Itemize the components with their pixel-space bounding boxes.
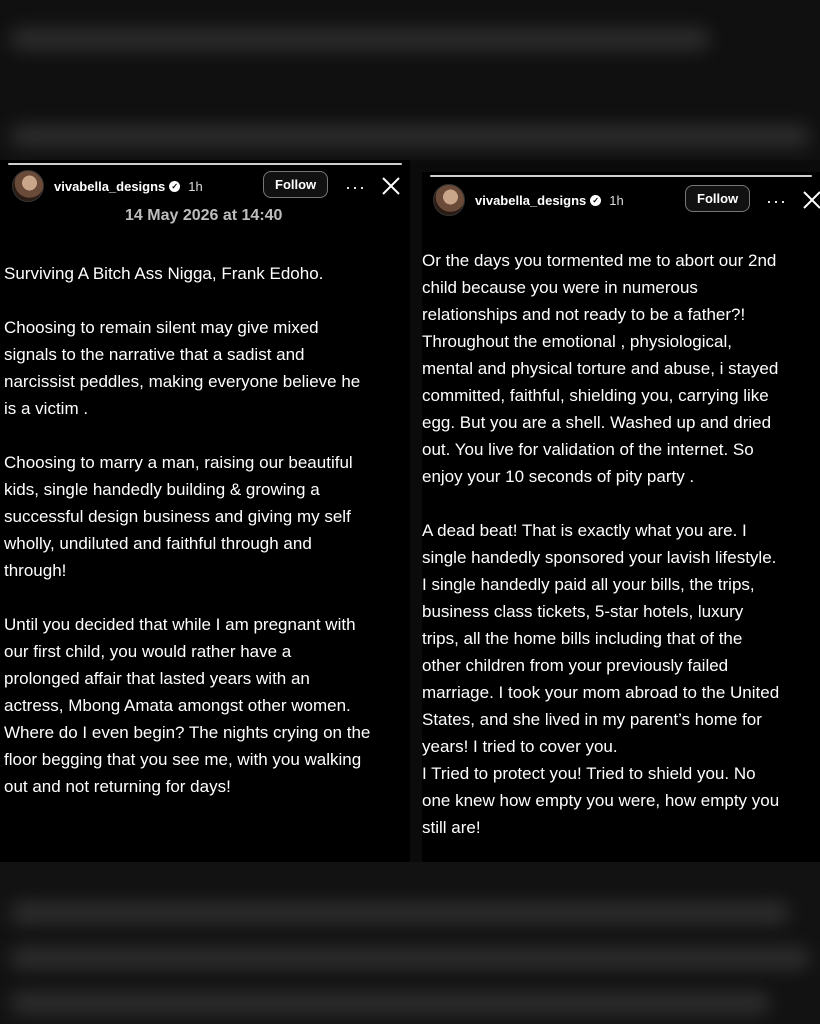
blurred-text-line (10, 902, 790, 924)
blurred-text-line (10, 992, 770, 1014)
story-panel-right (422, 172, 820, 862)
avatar[interactable] (433, 184, 465, 216)
username[interactable]: vivabella_designs (475, 192, 587, 208)
story-progress-bar (8, 163, 402, 165)
close-icon[interactable] (802, 190, 820, 210)
follow-button[interactable]: Follow (263, 171, 328, 198)
close-icon[interactable] (381, 176, 401, 196)
blurred-text-line (10, 947, 810, 969)
story-progress-bar (430, 175, 812, 177)
post-time: 1h (188, 178, 203, 194)
verified-badge-icon: ✓ (169, 181, 180, 192)
story-header (0, 168, 410, 204)
verified-badge-icon: ✓ (590, 195, 601, 206)
story-panel-left (0, 160, 410, 862)
avatar[interactable] (12, 170, 44, 202)
follow-button[interactable]: Follow (685, 185, 750, 212)
blurred-text-line (10, 28, 710, 50)
story-date: 14 May 2026 at 14:40 (125, 207, 283, 224)
story-text: Surviving A Bitch Ass Nigga, Frank Edoho. Choosing to remain silent may give mixed signals to the narrative that a sadist and narcissist peddles, making everyone believe he is a victim . Choosing to marry a man, raising our beautiful kids, single handedly building & growing a successful design business and giving my self wholly, undiluted and faithful through and through! Until you decided that while I am pregnant with our first child, you would rather have a prolonged affair that lasted years with an actress, Mbong Amata amongst other women. Where do I even begin? The nights crying on the floor begging that you see me, with you walking out and not returning for days! (4, 264, 371, 796)
more-options-icon[interactable]: ··· (766, 191, 787, 211)
username[interactable]: vivabella_designs (54, 178, 166, 194)
blurred-text-line (10, 125, 810, 147)
blurred-background-bottom (0, 862, 820, 1024)
story-header (422, 182, 820, 218)
more-options-icon[interactable]: ··· (345, 177, 366, 197)
story-text: Or the days you tormented me to abort our 2nd child because you were in numerous relationships and not ready to be a father?! Throughout the emotional , physiological, mental and physical torture and abuse, i stayed committed, faithful, shielding you, carrying like egg. But you are a shell. Washed up and dried out. You live for validation of the internet. So enjoy your 10 seconds of pity party . A dead beat! That is exactly what you are. I single handedly sponsored your lavish lifestyle. I single handedly paid all your bills, the trips, business class tickets, 5-star hotels, luxury trips, all the home bills including that of the other children from your previously failed marriage. I took your mom abroad to the United States, and she lived in my parent’s home for years! I tried to cover you. I Tried to protect you! Tried to shield you. No one knew how empty you were, how empty you still are! (422, 251, 780, 837)
blurred-background-top (0, 0, 820, 160)
post-time: 1h (609, 192, 624, 208)
